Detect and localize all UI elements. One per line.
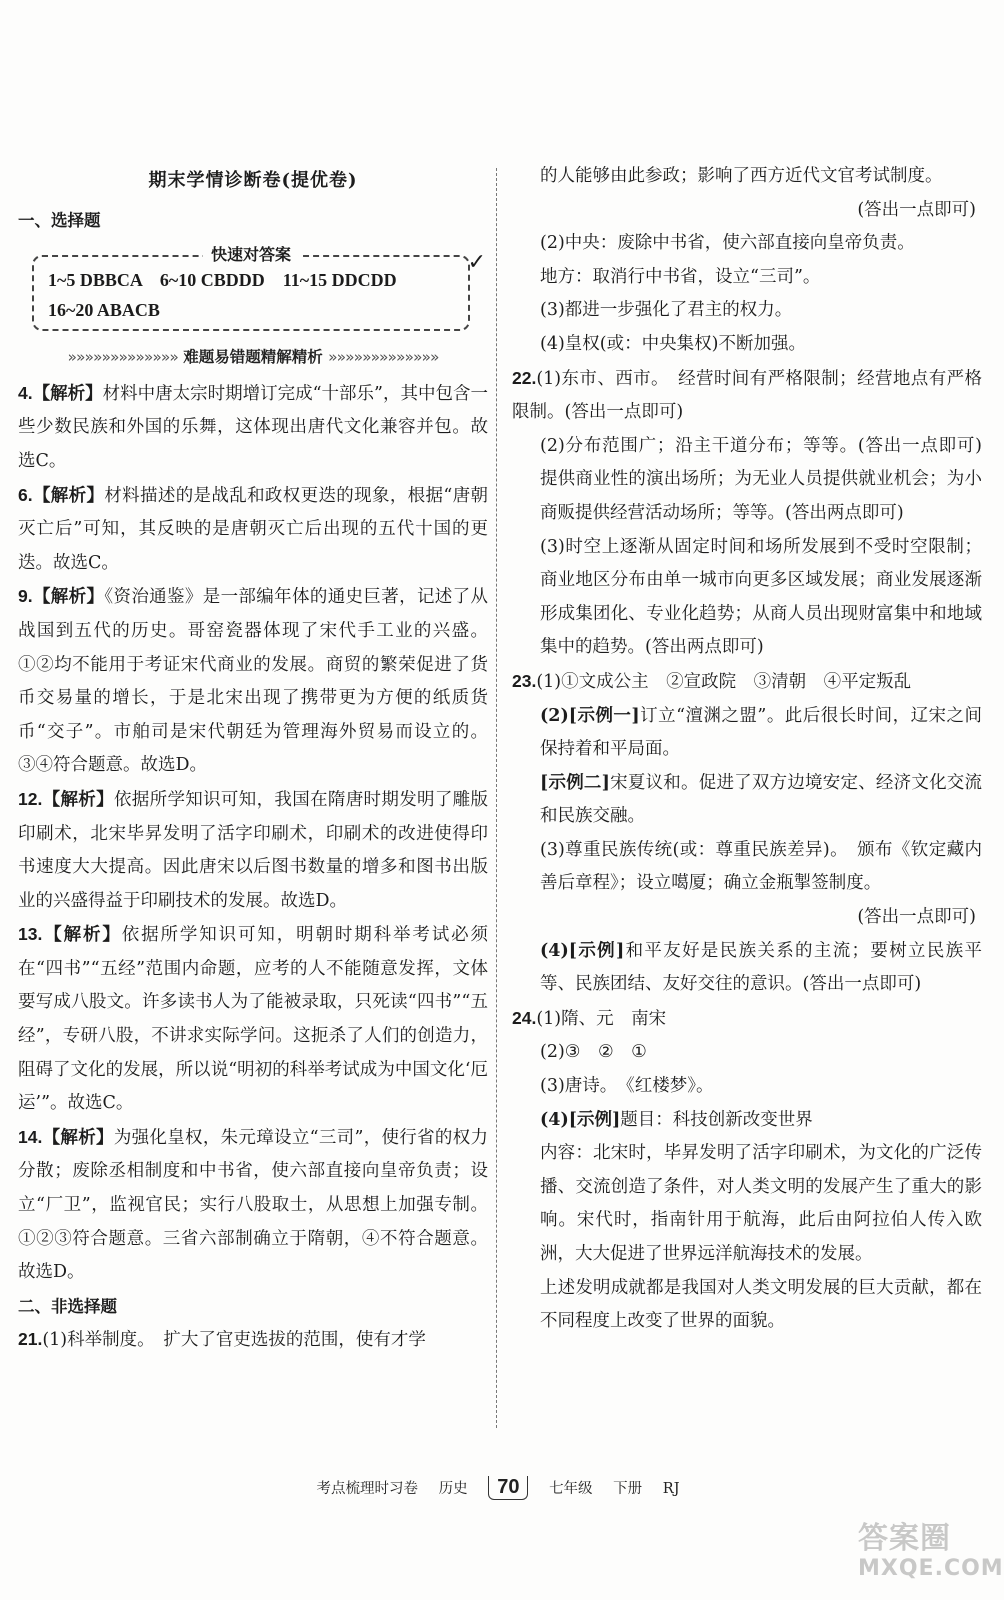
section-heading-nonchoice: 二、非选择题	[18, 1296, 117, 1316]
chevron-decoration-icon: »»»»»»»»»»»»»	[328, 348, 439, 367]
explanation-item: 12.【解析】依据所学知识可知，我国在隋唐时期发明了雕版印刷术，北宋毕昇发明了活字印刷术，印刷术的改进使得印书速度大大提高。因此唐宋以后图书数量的增多和图书出版业的兴盛得益于印刷技术的发展。故选D。	[18, 788, 489, 911]
answer-24-part: (3)唐诗。 《红楼梦》。	[540, 1076, 714, 1097]
column-divider	[496, 168, 497, 1428]
answer-22: 22.(1)东市、西市。 经营时间有严格限制；经营地点有严格限制。(答出一点即可)	[512, 367, 982, 423]
quick-answer-row: 1~5 DBBCA 6~10 CBDDD 11~15 DDCDD	[48, 270, 397, 291]
answer-23-part: (4)[示例]和平友好是民族关系的主流；要树立民族平等、民族团结、友好交往的意识。(答出一点即可)	[540, 940, 983, 995]
page-title: 期末学情诊断卷(提优卷)	[148, 170, 358, 191]
hard-question-banner	[18, 341, 488, 375]
answer-line: (2)中央：废除中书省，使六部直接向皇帝负责。	[540, 233, 915, 254]
answer-23-part: [示例二]宋夏议和。促进了双方边境安定、经济文化交流和民族交融。	[540, 772, 983, 827]
hard-question-title: 难题易错题精解精析	[183, 348, 323, 367]
answer-line: (3)都进一步强化了君主的权力。	[540, 300, 793, 321]
explanation-item: 4.【解析】材料中唐太宗时期增订完成“十部乐”，其中包含一些少数民族和外国的乐舞，这体现出唐代文化兼容并包。故选C。	[18, 382, 489, 471]
answer-line: 的人能够由此参政；影响了西方近代文官考试制度。	[540, 166, 943, 186]
answer-24-part: (4)[示例]题目：科技创新改变世界	[540, 1109, 813, 1130]
answer-22-part: (3)时空上逐渐从固定时间和场所发展到不受时空限制；商业地区分布由单一城市向更多区域发展；商业发展逐渐形成集团化、专业化趋势；从商人员出现财富集中和地域集中的趋势。(答出两点即可)	[540, 536, 982, 658]
footer-edition: RJ	[662, 1481, 680, 1497]
answer-note: (答出一点即可)	[857, 907, 976, 928]
watermark-logo	[858, 1521, 1004, 1590]
quick-answer-title: 快速对答案	[203, 244, 299, 266]
watermark-line: 答案圈	[858, 1521, 951, 1556]
section-heading-choice: 一、选择题	[18, 210, 101, 230]
right-column	[512, 160, 1000, 1339]
explanation-item: 13.【解析】依据所学知识可知，明朝时期科举考试必须在“四书”“五经”范围内命题，应考的人不能随意发挥，文体要写成八股文。许多读书人为了能被录取，只死读“四书”“五经”，专研八股，不讲求实际学问。这扼杀了人们的创造力，阻碍了文化的发展，所以说“明初的科举考试成为中国文化‘厄运’”。故选C。	[18, 924, 489, 1114]
footer-book: 考点梳理时习卷	[316, 1481, 418, 1497]
answer-line: (4)皇权(或：中央集权)不断加强。	[540, 333, 806, 354]
chevron-decoration-icon: »»»»»»»»»»»»»	[67, 348, 178, 367]
quick-answer-box	[32, 245, 486, 331]
explanation-list	[18, 377, 488, 1290]
answer-23-part: (3)尊重民族传统(或：尊重民族差异)。 颁布《钦定藏内善后章程》；设立噶厦；确立金瓶掣签制度。	[540, 839, 982, 894]
watermark-line: MXQE.COM	[858, 1556, 1004, 1581]
answer-24: 24.(1)隋、元 南宋	[512, 1007, 667, 1029]
footer-grade: 七年级	[549, 1481, 593, 1497]
answer-note: (答出一点即可)	[857, 199, 976, 220]
explanation-item: 14.【解析】为强化皇权，朱元璋设立“三司”，使行省的权力分散；废除丞相制度和中书省，使六部直接向皇帝负责；设立“厂卫”，监视官民；实行八股取士，从思想上加强专制。①②③符合题意。三省六部制确立于隋朝，④不符合题意。故选D。	[18, 1126, 488, 1283]
answer-line: 地方：取消行中书省，设立“三司”。	[540, 266, 821, 287]
answer-22-part: (2)分布范围广；沿主干道分布；等等。(答出一点即可) 提供商业性的演出场所；为无业人员提供就业机会；为小商贩提供经营活动场所；等等。(答出两点即可)	[540, 435, 1000, 523]
answer-21-start: 21.(1)科举制度。 扩大了官吏选拔的范围，使有才学	[18, 1329, 426, 1351]
explanation-item: 9.【解析】《资治通鉴》是一部编年体的通史巨著，记述了从战国到五代的历史。哥窑瓷器体现了宋代手工业的兴盛。①②均不能用于考证宋代商业的发展。商贸的繁荣促进了货币交易量的增长，于是北宋出现了携带更为方便的纸质货币“交子”。市舶司是宋代朝廷为管理海外贸易而设立的。③④符合题意。故选D。	[18, 586, 489, 776]
explanation-item: 6.【解析】材料描述的是战乱和政权更迭的现象，根据“唐朝灭亡后”可知，其反映的是唐朝灭亡后出现的五代十国的更迭。故选C。	[18, 484, 488, 573]
answer-24-part: 上述发明成就都是我国对人类文明发展的巨大贡献，都在不同程度上改变了世界的面貌。	[540, 1277, 982, 1332]
footer-subject: 历史	[438, 1481, 468, 1497]
page-footer	[0, 1476, 996, 1500]
answer-24-part: (2)③ ② ①	[540, 1042, 647, 1063]
answer-23-part: (2)[示例一]订立“澶渊之盟”。此后很长时间，辽宋之间保持着和平局面。	[540, 705, 982, 760]
footer-volume: 下册	[613, 1481, 643, 1497]
left-column	[18, 160, 488, 1358]
answer-24-part: 内容：北宋时，毕昇发明了活字印刷术，为文化的广泛传播、交流创造了条件，对人类文明的发展产生了重大的影响。宋代时，指南针用于航海，此后由阿拉伯人传入欧洲，大大促进了世界远洋航海技术的发展。	[540, 1143, 982, 1264]
page-number: 70	[488, 1476, 528, 1500]
checkmark-icon: ✓	[467, 249, 486, 275]
quick-answer-row: 16~20 ABACB	[48, 300, 160, 321]
answer-23: 23.(1)①文成公主 ②宣政院 ③清朝 ④平定叛乱	[512, 670, 912, 692]
